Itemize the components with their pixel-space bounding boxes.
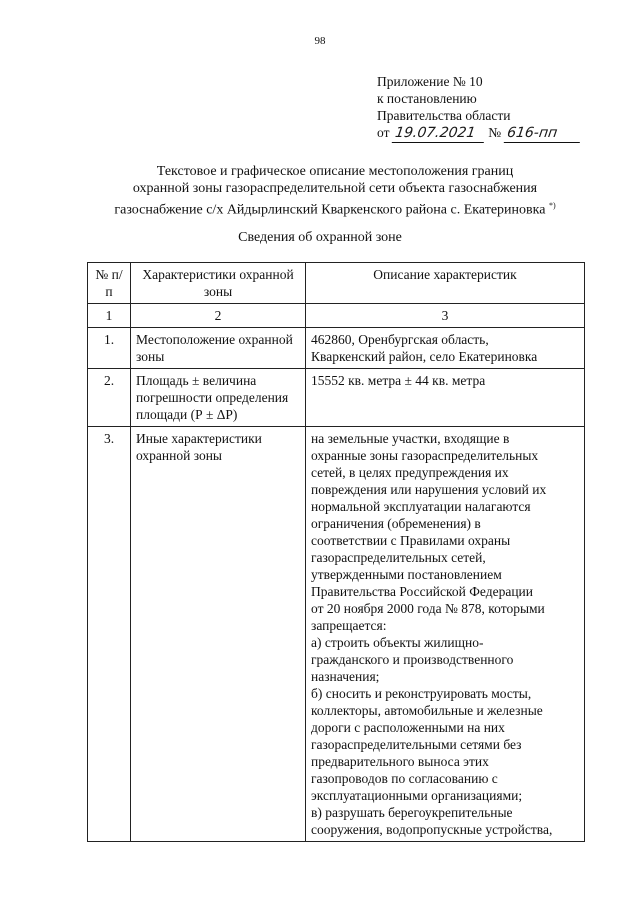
appendix-date-line [377,124,581,143]
row-description [306,369,585,427]
appendix-line-2: к постановлению [377,91,477,106]
appendix-block [377,73,581,143]
row-characteristic: Площадь ± величина погрешности определения площади (Р ± ΔР) [131,369,306,427]
table-row [88,328,585,369]
handwritten-date: 19.07.2021 [392,125,487,143]
table-row [88,427,585,842]
description-line: а) строить объекты жилищно- [311,635,484,650]
title-line-1: Текстовое и графическое описание местоположения границ [156,164,514,179]
description-line: соответствии с Правилами охраны [311,533,511,548]
section-subtitle: Сведения об охранной зоне [238,230,402,245]
zone-table [87,262,585,842]
description-line: назначения; [311,669,380,684]
description-line: газораспределительными сетями без [311,737,522,752]
header-number: № п/п [88,263,131,304]
from-label: от [377,125,390,140]
description-line: ограничения (обременения) в [311,516,481,531]
row-number: 3. [88,427,131,842]
description-line: запрещается: [311,618,387,633]
row-description [306,427,585,842]
description-line: нормальной эксплуатации налагаются [311,499,531,514]
footnote-mark: *) [548,201,556,210]
header-description: Описание характеристик [306,263,585,304]
row-characteristic: Местоположение охранной зоны [131,328,306,369]
description-line: охранные зоны газораспределительных [311,448,539,463]
description-line: повреждения или нарушения условий их [311,482,547,497]
description-line: б) сносить и реконструировать мосты, [311,686,532,701]
header-characteristics: Характеристики охранной зоны [131,263,306,304]
description-line: Правительства Российской Федерации [311,584,533,599]
title-line-3-wrap [70,197,600,219]
row-characteristic: Иные характеристики охранной зоны [131,427,306,842]
description-line: сооружения, водопропускные устройства, [311,822,553,837]
description-line: от 20 ноября 2000 года № 878, которыми [311,601,545,616]
description-line: сетей, в целях предупреждения их [311,465,509,480]
description-line: коллекторы, автомобильные и железные [311,703,543,718]
description-line: 15552 кв. метра ± 44 кв. метра [311,373,486,388]
document-title [70,163,600,219]
table-header-row [88,263,585,304]
description-line: Кваркенский район, село Екатериновка [311,349,538,364]
row-description [306,328,585,369]
table-row [88,369,585,427]
table-column-numbers-row [88,304,585,328]
description-line: газораспределительных сетей, [311,550,486,565]
column-number-1: 1 [88,304,131,328]
appendix-line-1: Приложение № 10 [377,74,483,89]
page-number: 98 [314,35,326,47]
description-line: эксплуатационными организациями; [311,788,523,803]
appendix-line-3: Правительства области [377,108,511,123]
column-number-2: 2 [131,304,306,328]
title-line-2: охранной зоны газораспределительной сети объекта газоснабжения [132,181,538,196]
description-line: в) разрушать берегоукрепительные [311,805,513,820]
row-number: 2. [88,369,131,427]
description-line: 462860, Оренбургская область, [311,332,489,347]
column-number-3: 3 [306,304,585,328]
description-line: предварительного выноса этих [311,754,489,769]
description-line: гражданского и производственного [311,652,514,667]
description-line: на земельные участки, входящие в [311,431,510,446]
description-line: дороги с расположенными на них [311,720,505,735]
number-sign: № [488,125,502,140]
title-line-3: газоснабжение с/х Айдырлинский Кваркенского района с. Екатериновка [114,202,546,218]
handwritten-number: 616-пп [503,125,582,143]
description-line: газопроводов по согласованию с [311,771,498,786]
row-number: 1. [88,328,131,369]
description-line: утвержденными постановлением [311,567,502,582]
